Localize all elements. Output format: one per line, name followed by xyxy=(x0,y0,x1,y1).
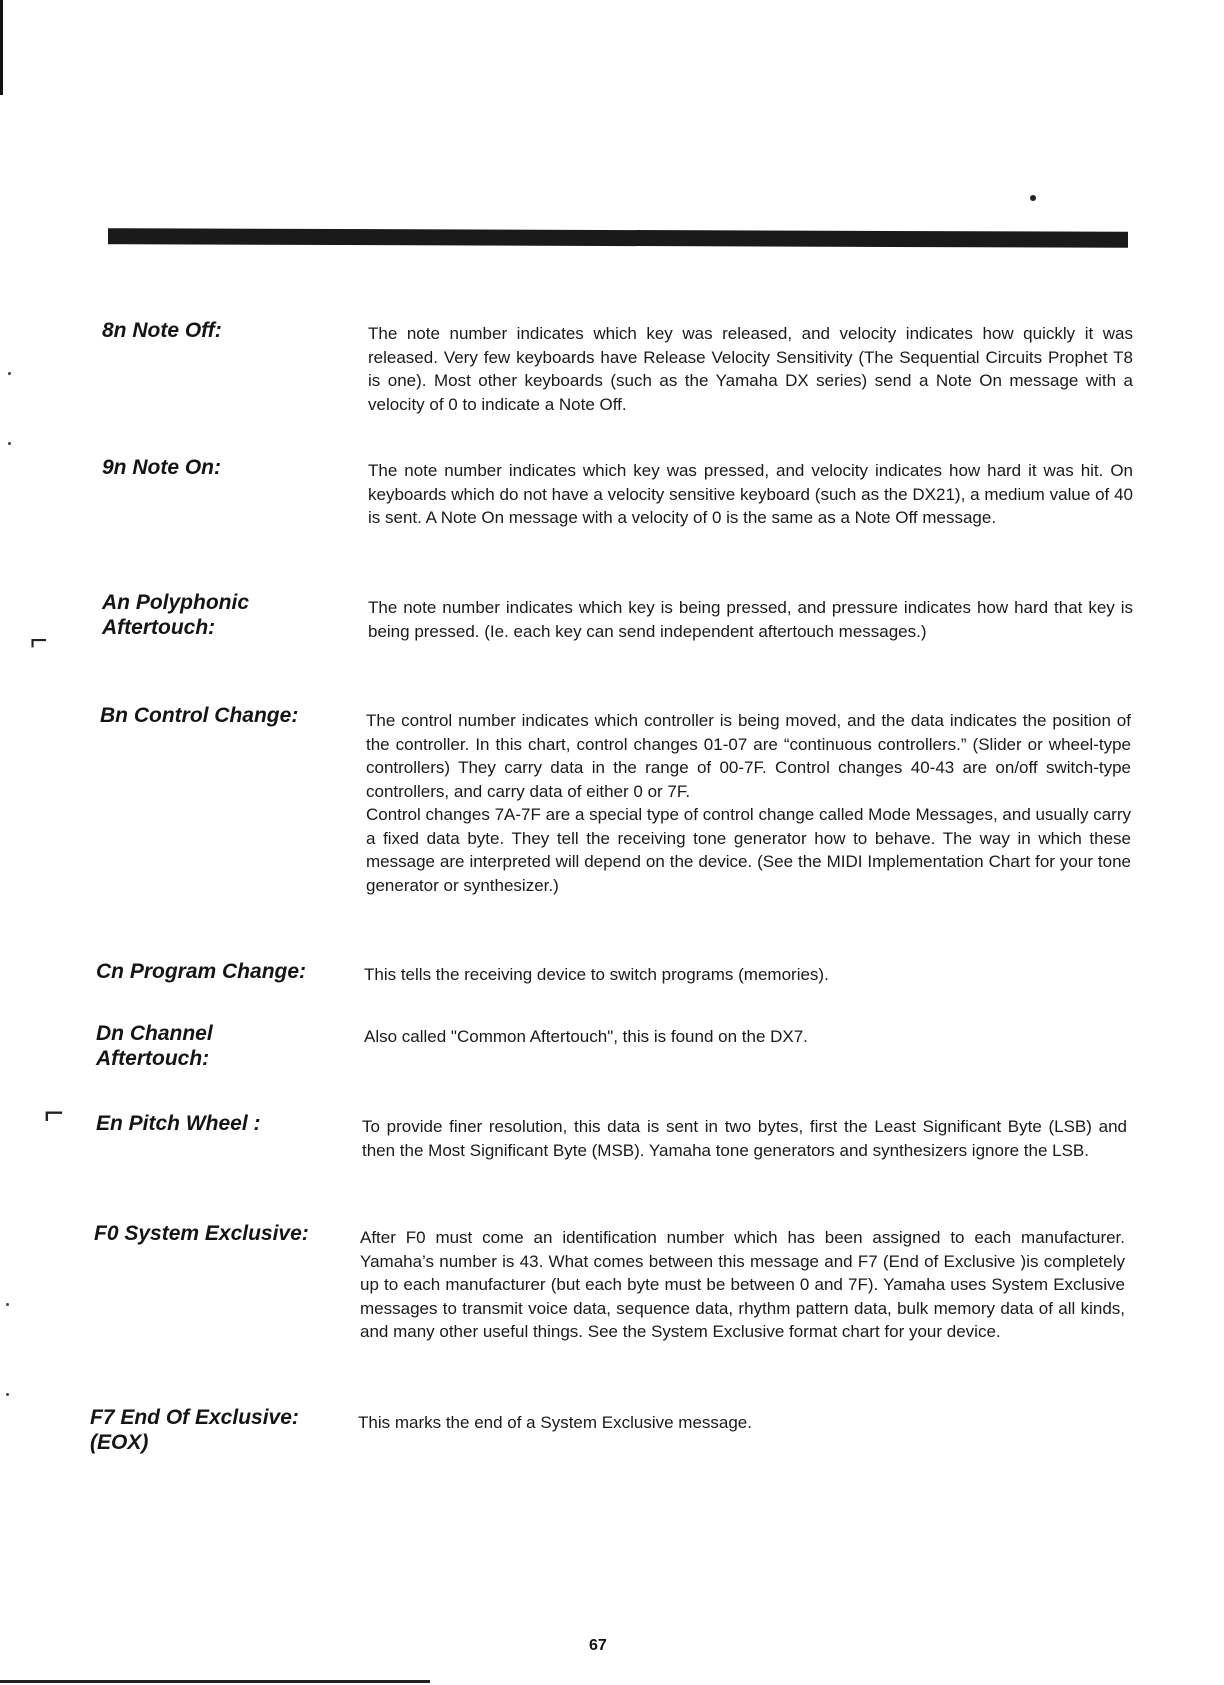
entry-description: After F0 must come an identification number which has been assigned to each manufacturer. Yamaha’s number is 43. What comes between this message and F7 (End of Exclusive )is completely up to each manufacturer (but each byte must be between 0 and 7F). Yamaha uses System Exclusive messages to transmit voice data, sequence data, rhythm pattern data, bulk memory data of all kinds, and many other useful things. See the System Exclusive format chart for your device. xyxy=(360,1228,1125,1341)
entry-term: 9n Note On: xyxy=(102,456,221,479)
entry-description: The note number indicates which key was pressed, and velocity indicates how hard it was hit. On keyboards which do not have a velocity sensitive keyboard (such as the DX21), a medium value of 40 is sent. A Note On message with a velocity of 0 is the same as a Note Off message. xyxy=(368,461,1133,527)
page-number: 67 xyxy=(589,1637,607,1654)
scan-dot xyxy=(8,372,11,375)
entry-term: Bn Control Change: xyxy=(100,704,299,727)
scan-dot xyxy=(8,442,11,445)
entry-term: 8n Note Off: xyxy=(102,319,222,342)
entry-term: Cn Program Change: xyxy=(96,960,307,983)
entry-description: This marks the end of a System Exclusive message. xyxy=(358,1413,752,1432)
header-rule xyxy=(108,228,1128,248)
header-dot xyxy=(1030,195,1036,201)
entry-term: En Pitch Wheel : xyxy=(96,1112,261,1135)
entry-term: Dn Channel Aftertouch: xyxy=(96,1022,213,1070)
entry-description: The control number indicates which controller is being moved, and the data indicates the position of the controller. In this chart, control changes 01-07 are “continuous controllers.” (Slider or wheel-type controllers) They carry data in the range of 00-7F. Control changes 40-43 are on/off switch-type controllers, and carry data of either 0 or 7F. Control changes 7A-7F are a special type of control change called Mode Messages, and usually carry a fixed data byte. They tell the receiving tone generator how to behave. The way in which these message are interpreted will depend on the device. (See the MIDI Implementation Chart for your tone generator or synthesizer.) xyxy=(366,711,1131,895)
entry-term: F7 End Of Exclusive: (EOX) xyxy=(90,1406,299,1454)
scan-dot xyxy=(6,1303,9,1306)
bottom-scan-line xyxy=(0,1680,430,1683)
scan-mark: ⌐ xyxy=(30,624,48,657)
entry-description: This tells the receiving device to switch programs (memories). xyxy=(364,965,829,984)
scan-edge-line xyxy=(0,0,3,95)
scan-dot xyxy=(6,1393,9,1396)
scan-mark: ⌐ xyxy=(44,1094,64,1132)
entry-term: F0 System Exclusive: xyxy=(94,1222,309,1245)
entry-description: Also called "Common Aftertouch", this is found on the DX7. xyxy=(364,1027,808,1046)
entry-description: The note number indicates which key was released, and velocity indicates how quickly it was released. Very few keyboards have Release Velocity Sensitivity (The Sequential Circuits Prophet T8 is one). Most other keyboards (such as the Yamaha DX series) send a Note On message with a velocity of 0 to indicate a Note Off. xyxy=(368,324,1133,414)
entry-term: An Polyphonic Aftertouch: xyxy=(102,591,249,639)
entry-description: The note number indicates which key is being pressed, and pressure indicates how hard that key is being pressed. (Ie. each key can send independent aftertouch messages.) xyxy=(368,598,1133,641)
entry-description: To provide finer resolution, this data is sent in two bytes, first the Least Significant Byte (LSB) and then the Most Significant Byte (MSB). Yamaha tone generators and synthesizers ignore the LSB. xyxy=(362,1117,1127,1160)
